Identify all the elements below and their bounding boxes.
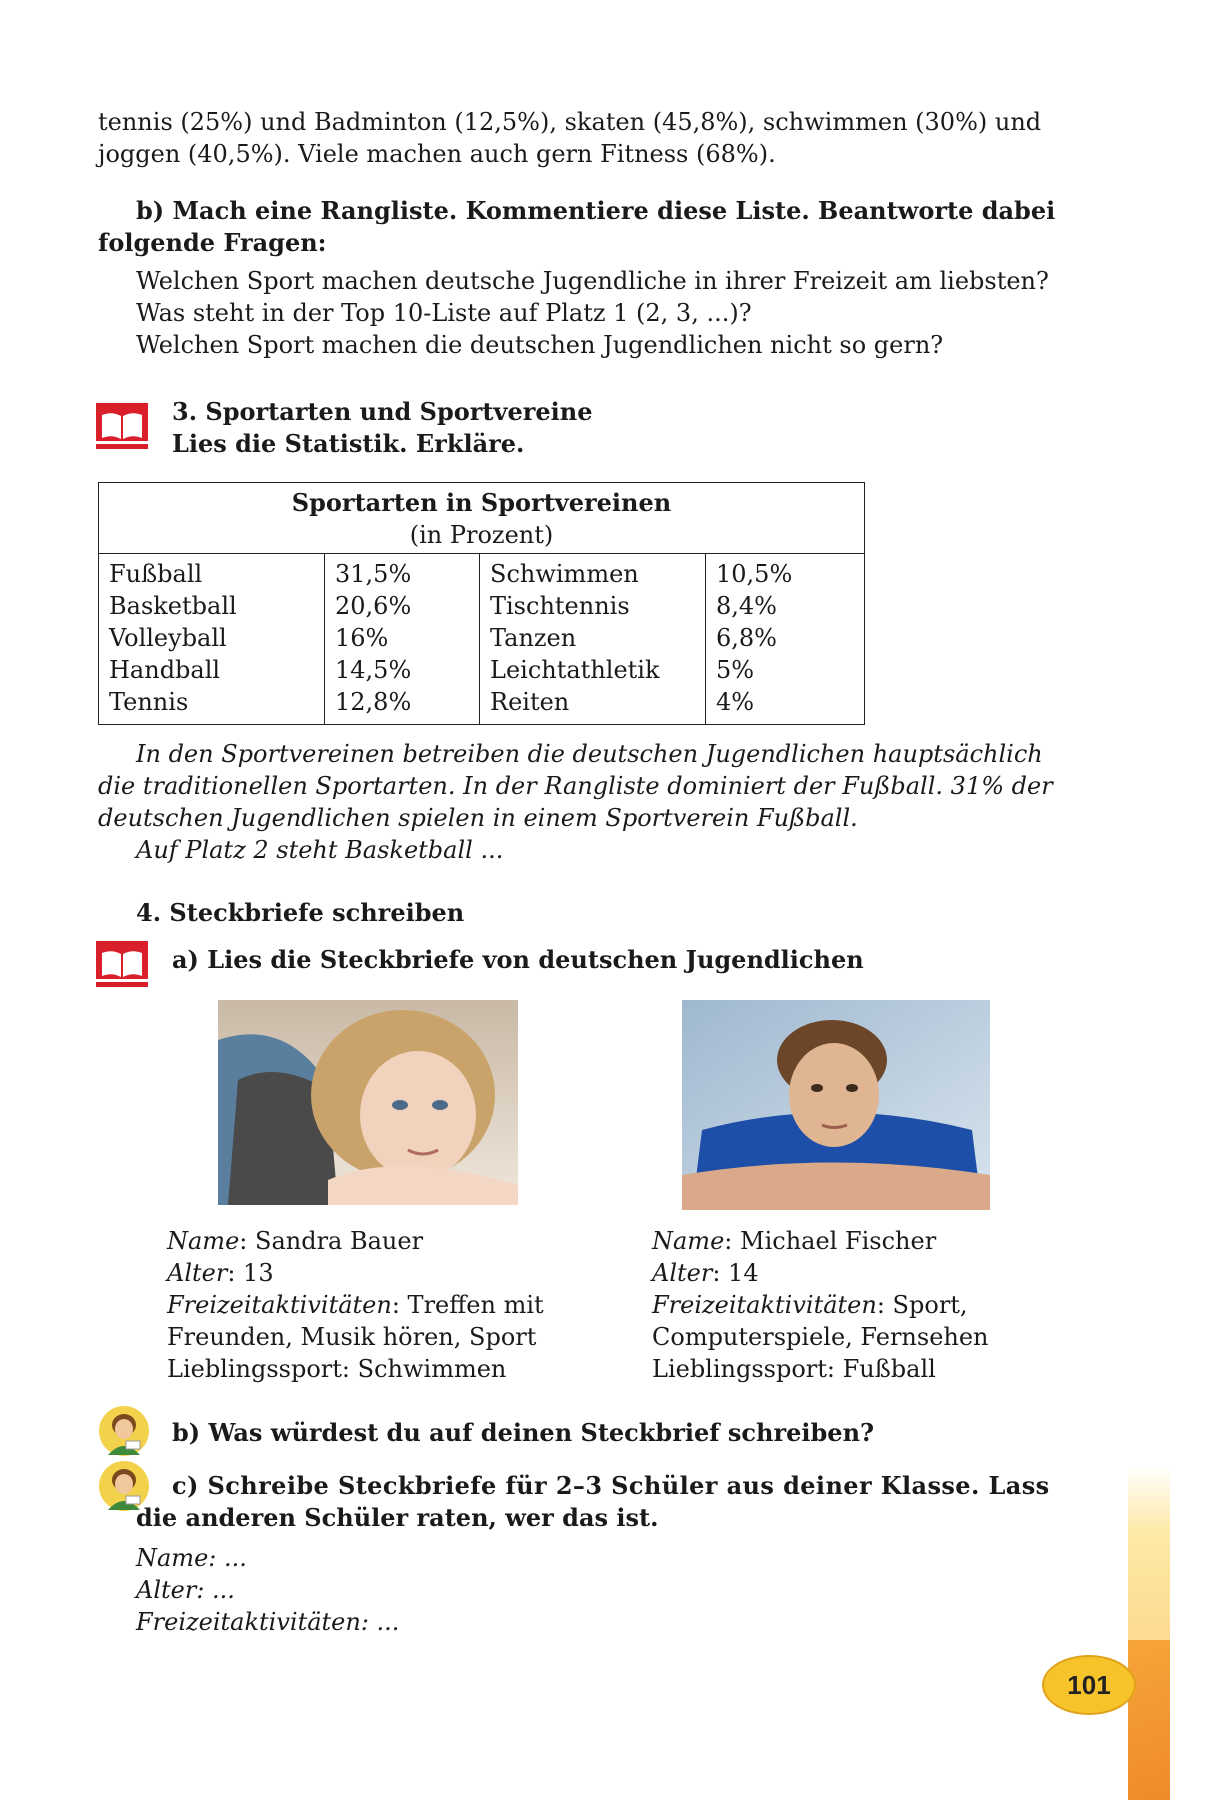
section-4-title: 4. Steckbriefe schreiben (136, 898, 465, 927)
task-4c-line-2: die anderen Schüler raten, wer das ist. (136, 1503, 659, 1532)
table-cell: Tennis (109, 688, 189, 716)
task-b-heading-2: folgende Fragen: (98, 228, 327, 257)
task-4c-line-1: c) Schreibe Steckbriefe für 2–3 Schüler aus deiner Klasse. Lass (172, 1471, 1050, 1500)
right-sports-column (480, 554, 706, 725)
commentary-line-3: deutschen Jugendlichen spielen in einem Sportverein Fußball. (98, 804, 858, 832)
right-values-column (706, 554, 865, 725)
profile-sandra (167, 1225, 544, 1385)
table-cell: 6,8% (716, 624, 777, 652)
photo-sandra (218, 1000, 518, 1205)
table-cell: 8,4% (716, 592, 777, 620)
photo-michael (682, 1000, 990, 1210)
table-cell: Tanzen (490, 624, 577, 652)
section-3-instruction: Lies die Statistik. Erkläre. (172, 429, 525, 458)
task-b-heading-1: b) Mach eine Rangliste. Kommentiere diese Liste. Beantworte dabei (136, 196, 1056, 225)
table-cell: Volleyball (109, 624, 227, 652)
profile-label: Alter (652, 1259, 713, 1287)
intro-line-2: joggen (40,5%). Viele machen auch gern Fitness (68%). (98, 140, 776, 168)
commentary-line-2: die traditionellen Sportarten. In der Rangliste dominiert der Fußball. 31% der (98, 772, 1053, 800)
commentary-line-1: In den Sportvereinen betreiben die deutschen Jugendlichen hauptsächlich (136, 740, 1043, 768)
question-2: Was steht in der Top 10-Liste auf Platz 1 (2, 3, ...)? (136, 299, 752, 327)
template-activities: Freizeitaktivitäten: ... (136, 1608, 400, 1636)
table-cell: Basketball (109, 592, 237, 620)
template-age: Alter: ... (136, 1576, 235, 1604)
question-1: Welchen Sport machen deutsche Jugendliche in ihrer Freizeit am liebsten? (136, 267, 1049, 295)
profile-michael (652, 1225, 989, 1385)
side-decoration-orange (1128, 1640, 1170, 1800)
table-cell: 20,6% (335, 592, 412, 620)
student-avatar-icon (98, 1405, 150, 1457)
intro-line-1: tennis (25%) und Badminton (12,5%), skaten (45,8%), schwimmen (30%) und (98, 108, 1042, 136)
profile-value: : 14 (712, 1259, 759, 1287)
profile-value: : Sport, (876, 1291, 968, 1319)
commentary-line-4: Auf Platz 2 steht Basketball ... (136, 836, 504, 864)
page-number: 101 (1067, 1669, 1111, 1700)
profile-value: Computerspiele, Fernsehen (652, 1323, 989, 1351)
profile-value: Freunden, Musik hören, Sport (167, 1323, 537, 1351)
task-4a: a) Lies die Steckbriefe von deutschen Jugendlichen (172, 945, 864, 974)
profile-value: : Michael Fischer (724, 1227, 937, 1255)
table-subtitle: (in Prozent) (409, 521, 554, 549)
left-values-column (325, 554, 480, 725)
table-cell: 10,5% (716, 560, 793, 588)
profile-label: Name (167, 1227, 240, 1255)
table-cell: Reiten (490, 688, 570, 716)
table-cell: Handball (109, 656, 221, 684)
sport-statistics-table (98, 482, 865, 725)
profile-label: Alter (167, 1259, 228, 1287)
profile-label: Freizeitaktivitäten (652, 1291, 877, 1319)
table-cell: 4% (716, 688, 755, 716)
profile-label: Name (652, 1227, 725, 1255)
profile-favorite: Lieblingssport: Schwimmen (167, 1355, 507, 1383)
table-cell: Leichtathletik (490, 656, 660, 684)
profile-label: Freizeitaktivitäten (167, 1291, 392, 1319)
profile-value: : 13 (227, 1259, 274, 1287)
section-3-title: 3. Sportarten und Sportvereine (172, 397, 593, 426)
profile-favorite: Lieblingssport: Fußball (652, 1355, 936, 1383)
book-icon (96, 941, 148, 987)
page-number-badge (1042, 1655, 1136, 1715)
left-sports-column (99, 554, 325, 725)
table-cell: 12,8% (335, 688, 412, 716)
table-cell: 5% (716, 656, 755, 684)
table-cell: 16% (335, 624, 389, 652)
profile-value: : Treffen mit (391, 1291, 544, 1319)
table-cell: Tischtennis (490, 592, 630, 620)
table-cell: Fußball (109, 560, 203, 588)
task-4b: b) Was würdest du auf deinen Steckbrief schreiben? (172, 1418, 875, 1447)
table-cell: Schwimmen (490, 560, 639, 588)
profile-value: : Sandra Bauer (239, 1227, 424, 1255)
template-name: Name: ... (136, 1544, 247, 1572)
table-cell: 31,5% (335, 560, 412, 588)
book-icon (96, 403, 148, 449)
table-header (99, 483, 865, 554)
table-title: Sportarten in Sportvereinen (291, 488, 672, 517)
question-3: Welchen Sport machen die deutschen Jugendlichen nicht so gern? (136, 331, 944, 359)
table-cell: 14,5% (335, 656, 412, 684)
